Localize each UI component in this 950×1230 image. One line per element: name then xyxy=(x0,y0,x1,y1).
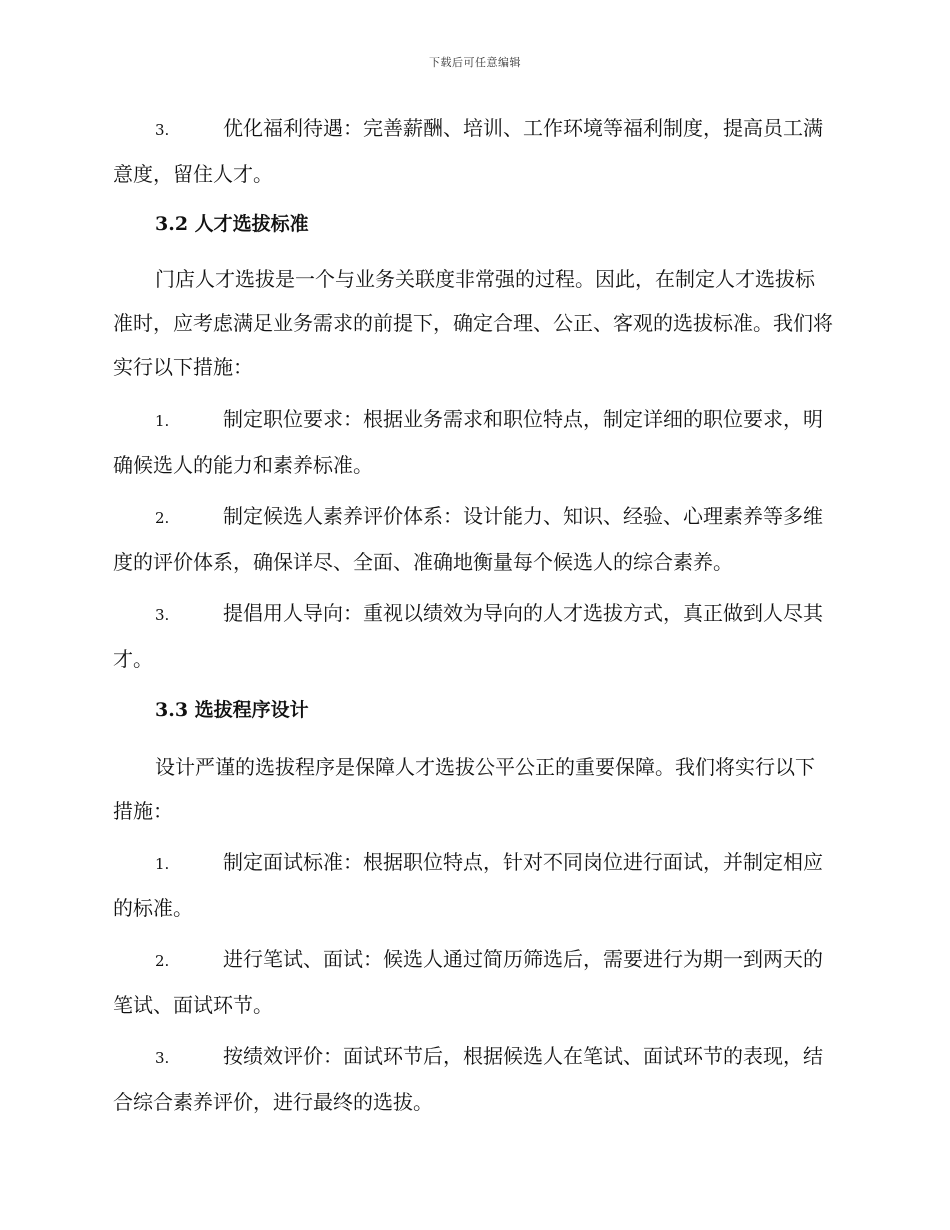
list-text: 进行笔试、面试：候选人通过简历筛选后，需要进行为期一到两天的笔试、面试环节。 xyxy=(113,947,823,1017)
list-number: 2. xyxy=(155,952,170,970)
list-item xyxy=(113,840,833,930)
list-text: 制定候选人素养评价体系：设计能力、知识、经验、心理素养等多维度的评价体系，确保详尽、全面、准确地衡量每个候选人的综合素养。 xyxy=(113,504,823,574)
section-heading-3-3: 3.3 选拔程序设计 xyxy=(155,699,309,721)
list-number: 1. xyxy=(155,412,170,430)
list-number: 3. xyxy=(155,121,170,139)
list-text: 制定面试标准：根据职位特点，针对不同岗位进行面试，并制定相应的标准。 xyxy=(113,850,823,920)
list-item xyxy=(113,397,833,487)
list-number: 2. xyxy=(155,509,170,527)
list-number: 3. xyxy=(155,1049,170,1067)
section-paragraph: 门店人才选拔是一个与业务关联度非常强的过程。因此，在制定人才选拔标准时，应考虑满足业务需求的前提下，确定合理、公正、客观的选拔标准。我们将实行以下措施： xyxy=(113,267,833,379)
list-item xyxy=(113,591,833,681)
list-item xyxy=(113,494,833,584)
list-item xyxy=(113,106,833,196)
list-number: 1. xyxy=(155,855,170,873)
page-header: 下载后可任意编辑 xyxy=(429,56,521,69)
list-text: 按绩效评价：面试环节后，根据候选人在笔试、面试环节的表现，结合综合素养评价，进行最终的选拔。 xyxy=(113,1044,823,1114)
list-text: 优化福利待遇：完善薪酬、培训、工作环境等福利制度，提高员工满意度，留住人才。 xyxy=(113,116,823,186)
section-paragraph: 设计严谨的选拔程序是保障人才选拔公平公正的重要保障。我们将实行以下措施： xyxy=(113,755,815,823)
list-text: 制定职位要求：根据业务需求和职位特点，制定详细的职位要求，明确候选人的能力和素养标准。 xyxy=(113,407,823,477)
list-text: 提倡用人导向：重视以绩效为导向的人才选拔方式，真正做到人尽其才。 xyxy=(113,601,823,671)
section-heading-3-2: 3.2 人才选拔标准 xyxy=(155,213,309,235)
list-item xyxy=(113,937,833,1027)
list-item xyxy=(113,1034,833,1124)
list-number: 3. xyxy=(155,606,170,624)
